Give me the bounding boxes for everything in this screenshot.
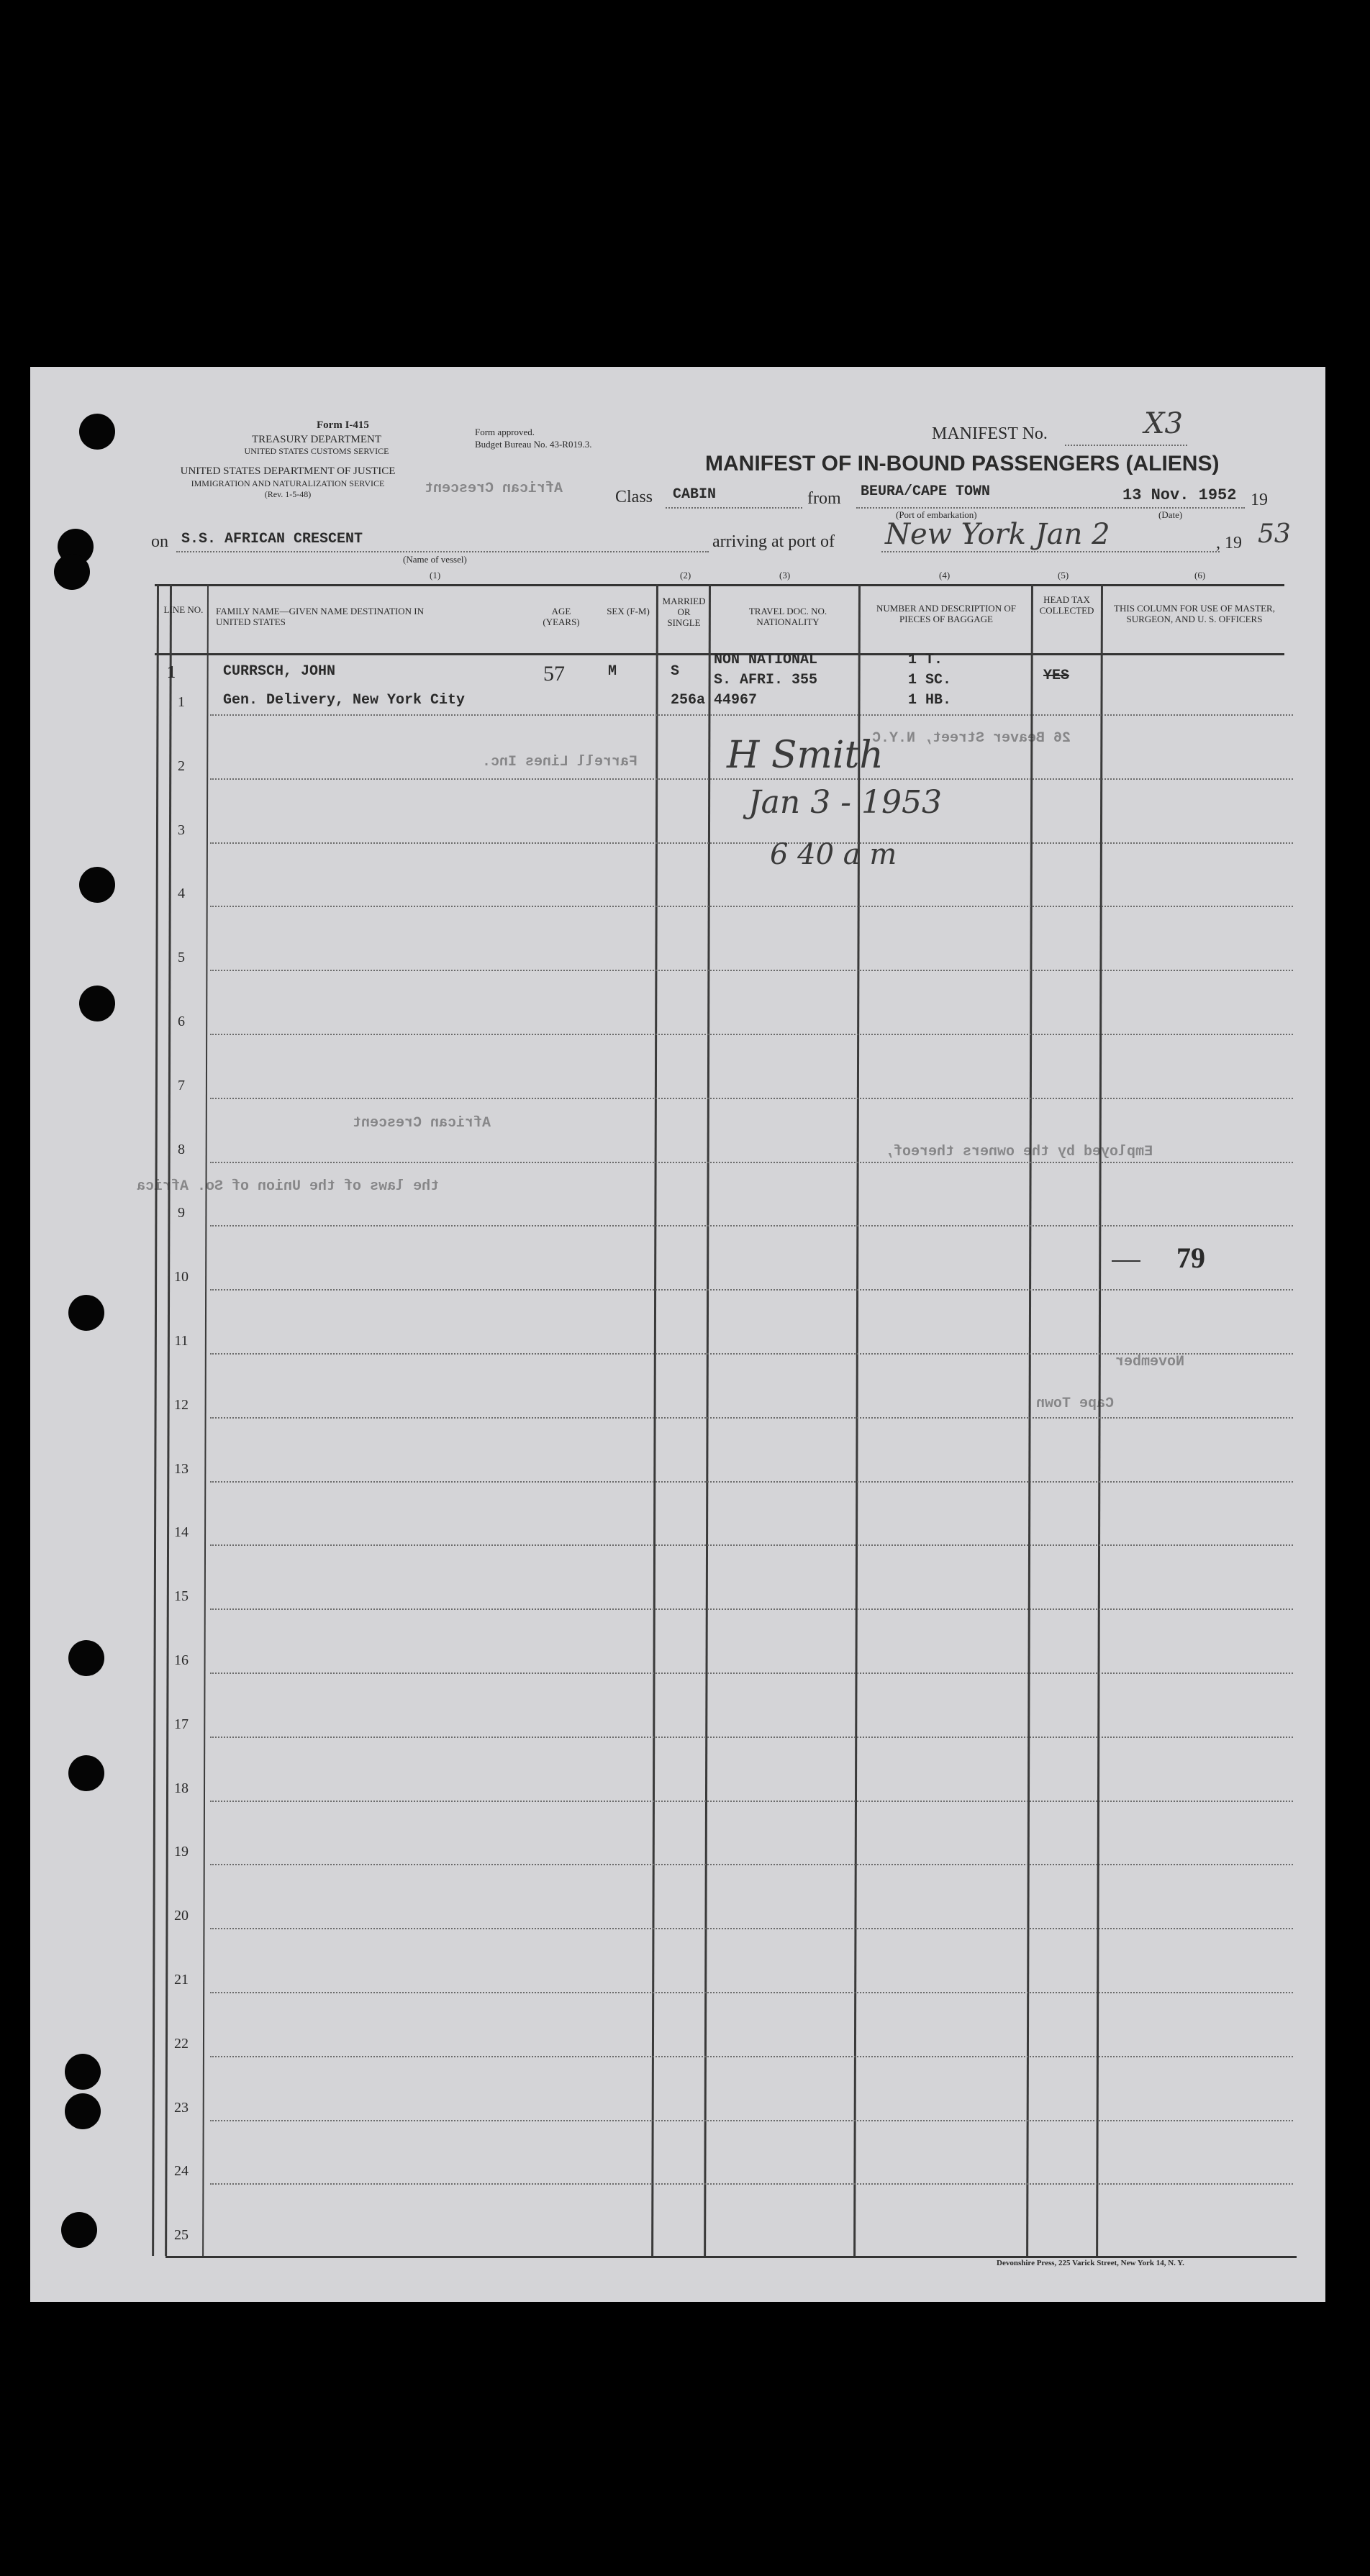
entry-baggage-2: 1 SC. bbox=[908, 672, 952, 688]
ins-service: IMMIGRATION AND NATURALIZATION SERVICE bbox=[191, 478, 385, 488]
line-number: 10 bbox=[174, 1269, 189, 1285]
row-rule bbox=[210, 1992, 1293, 1993]
line-number: 23 bbox=[174, 2100, 189, 2116]
rule bbox=[1065, 445, 1187, 446]
row-rule bbox=[210, 1098, 1293, 1099]
rule bbox=[176, 551, 709, 552]
row-rule bbox=[210, 1162, 1293, 1163]
from-value: BEURA/CAPE TOWN bbox=[861, 483, 991, 500]
rule bbox=[881, 551, 1220, 552]
col-header-sex: SEX (F-M) bbox=[607, 606, 650, 616]
row-rule bbox=[210, 1225, 1293, 1226]
manifest-title: MANIFEST OF IN-BOUND PASSENGERS (ALIENS) bbox=[705, 452, 1220, 475]
form-approved: Form approved. bbox=[475, 427, 535, 437]
printer-footer: Devonshire Press, 225 Varick Street, New York 14, N. Y. bbox=[997, 2259, 1184, 2267]
from-label: from bbox=[807, 489, 841, 508]
punch-hole bbox=[68, 1640, 104, 1676]
row-rule bbox=[210, 1672, 1293, 1674]
arriving-label: arriving at port of bbox=[712, 532, 835, 551]
col-number-5: (5) bbox=[1058, 570, 1069, 581]
punch-hole bbox=[79, 986, 115, 1021]
row-rule bbox=[210, 2183, 1293, 2185]
customs-service: UNITED STATES CUSTOMS SERVICE bbox=[244, 446, 389, 456]
arrival-year-prefix: , 19 bbox=[1216, 534, 1242, 552]
vessel-caption: (Name of vessel) bbox=[403, 554, 467, 565]
entry-travel-doc-1: NON NATIONAL bbox=[714, 652, 818, 668]
handwritten-date: Jan 3 - 1953 bbox=[748, 784, 943, 821]
punch-hole bbox=[61, 2212, 97, 2248]
row-rule bbox=[210, 2056, 1293, 2057]
bleed-through-text: African Crescent bbox=[425, 481, 563, 497]
budget-bureau: Budget Bureau No. 43-R019.3. bbox=[475, 439, 592, 450]
punch-hole bbox=[68, 1755, 104, 1791]
line-number: 25 bbox=[174, 2227, 189, 2243]
bleed-through-text: Employed by the owners thereof, bbox=[885, 1144, 1153, 1160]
line-number: 6 bbox=[178, 1014, 185, 1029]
entry-destination: Gen. Delivery, New York City bbox=[223, 692, 466, 709]
line-number: 19 bbox=[174, 1844, 189, 1860]
manifest-number-label: MANIFEST No. bbox=[932, 424, 1048, 443]
on-label: on bbox=[151, 532, 168, 551]
row-rule bbox=[210, 1034, 1293, 1035]
row-rule bbox=[210, 906, 1293, 907]
line-number: 21 bbox=[174, 1972, 189, 1988]
row-rule bbox=[210, 1481, 1293, 1483]
line-number: 9 bbox=[178, 1205, 185, 1221]
entry-travel-doc-3: 256a 44967 bbox=[671, 692, 758, 709]
entry-marital: S bbox=[671, 663, 680, 680]
bleed-through-text: November bbox=[1115, 1354, 1185, 1370]
col-header-head-tax: HEAD TAX COLLECTED bbox=[1039, 594, 1094, 616]
entry-head-tax: YES bbox=[1043, 668, 1070, 684]
col-number-1: (1) bbox=[430, 570, 441, 581]
punch-hole bbox=[79, 867, 115, 903]
form-number: Form I-415 bbox=[317, 419, 369, 431]
port-embark-caption: (Port of embarkation) bbox=[896, 509, 977, 520]
col-header-travel: TRAVEL DOC. NO. NATIONALITY bbox=[748, 606, 827, 627]
col-number-6: (6) bbox=[1194, 570, 1206, 581]
row-rule bbox=[210, 714, 1293, 716]
arrival-year-handwritten: 53 bbox=[1258, 519, 1291, 549]
line-number: 4 bbox=[178, 886, 185, 901]
col-header-age: AGE (YEARS) bbox=[543, 606, 580, 627]
line-number: 22 bbox=[174, 2036, 189, 2052]
rule bbox=[856, 507, 1245, 509]
line-number: 5 bbox=[178, 950, 185, 965]
punch-hole bbox=[79, 414, 115, 450]
line-number: 16 bbox=[174, 1652, 189, 1668]
line-number: 11 bbox=[174, 1333, 189, 1349]
row-rule bbox=[210, 1928, 1293, 1929]
line-number: 2 bbox=[178, 758, 185, 774]
row-rule bbox=[210, 1417, 1293, 1419]
class-value: CABIN bbox=[673, 486, 717, 503]
punch-hole bbox=[68, 1295, 104, 1331]
date-caption: (Date) bbox=[1158, 509, 1183, 520]
row-rule bbox=[210, 2120, 1293, 2121]
manifest-number-value: X3 bbox=[1144, 407, 1183, 440]
line-number: 20 bbox=[174, 1908, 189, 1924]
col-number-2: (2) bbox=[680, 570, 691, 581]
handwritten-time: 6 40 a m bbox=[770, 838, 897, 871]
annotation-79: 79 bbox=[1176, 1242, 1205, 1274]
entry-line-number: 1 bbox=[167, 663, 176, 682]
entry-sex: M bbox=[608, 663, 617, 680]
line-number: 8 bbox=[178, 1142, 185, 1157]
bleed-through-text: African Crescent bbox=[353, 1115, 491, 1132]
line-number: 17 bbox=[174, 1716, 189, 1732]
col-header-officers: THIS COLUMN FOR USE OF MASTER, SURGEON, AND U. S. OFFICERS bbox=[1114, 603, 1275, 624]
row-rule bbox=[210, 1544, 1293, 1546]
entry-age: 57 bbox=[543, 662, 565, 686]
entry-baggage-3: 1 HB. bbox=[908, 692, 952, 709]
col-header-line: LINE NO. bbox=[163, 604, 204, 615]
handwritten-signature: H Smith bbox=[727, 734, 884, 777]
row-rule bbox=[210, 1801, 1293, 1802]
row-rule bbox=[210, 1608, 1293, 1610]
line-number: 1 bbox=[178, 694, 185, 710]
treasury-dept: TREASURY DEPARTMENT bbox=[251, 434, 382, 445]
bleed-through-text: Farrell Lines Inc. bbox=[482, 754, 638, 770]
bleed-through-text: Cape Town bbox=[1036, 1396, 1115, 1412]
line-number: 12 bbox=[174, 1397, 189, 1413]
class-label: Class bbox=[615, 488, 653, 506]
col-header-name: FAMILY NAME—GIVEN NAME DESTINATION IN UNITED STATES bbox=[216, 606, 425, 627]
vessel-name: S.S. AFRICAN CRESCENT bbox=[181, 531, 363, 547]
bleed-through-text: the laws of the Union of So. Africa bbox=[137, 1178, 440, 1195]
entry-travel-doc-2: S. AFRI. 355 bbox=[714, 672, 818, 688]
row-rule bbox=[210, 778, 1293, 780]
revision: (Rev. 1-5-48) bbox=[264, 489, 312, 499]
row-rule bbox=[210, 1737, 1293, 1738]
table-bottom-rule bbox=[165, 2256, 1297, 2258]
row-rule bbox=[210, 970, 1293, 971]
date-year-prefix: 19 bbox=[1251, 491, 1268, 509]
line-number: 13 bbox=[174, 1461, 189, 1477]
entry-baggage-1: 1 T. bbox=[908, 652, 943, 668]
punch-hole bbox=[65, 2093, 101, 2129]
punch-hole bbox=[65, 2054, 101, 2090]
line-number: 14 bbox=[174, 1524, 189, 1540]
arrival-port-handwritten: New York Jan 2 bbox=[885, 518, 1110, 551]
line-number: 18 bbox=[174, 1780, 189, 1796]
entry-name: CURRSCH, JOHN bbox=[223, 663, 336, 680]
justice-dept: UNITED STATES DEPARTMENT OF JUSTICE bbox=[180, 465, 396, 477]
line-number: 3 bbox=[178, 822, 185, 838]
punch-hole bbox=[54, 554, 90, 590]
line-number: 15 bbox=[174, 1588, 189, 1604]
col-number-3: (3) bbox=[779, 570, 791, 581]
embark-date: 13 Nov. 1952 bbox=[1122, 486, 1237, 504]
row-rule bbox=[210, 842, 1293, 844]
col-header-married: MARRIED OR SINGLE bbox=[662, 596, 706, 628]
table-top-rule bbox=[155, 584, 1284, 586]
col-number-4: (4) bbox=[939, 570, 951, 581]
row-rule bbox=[210, 1289, 1293, 1291]
dash-mark bbox=[1112, 1260, 1140, 1262]
manifest-form-sheet bbox=[30, 367, 1325, 2302]
bleed-through-text: 26 Beaver Street, N.Y.C. bbox=[863, 730, 1071, 747]
row-rule bbox=[210, 1864, 1293, 1865]
rule bbox=[666, 507, 802, 509]
line-number: 7 bbox=[178, 1078, 185, 1093]
col-header-baggage: NUMBER AND DESCRIPTION OF PIECES OF BAGGAGE bbox=[876, 603, 1016, 624]
line-number: 24 bbox=[174, 2163, 189, 2179]
